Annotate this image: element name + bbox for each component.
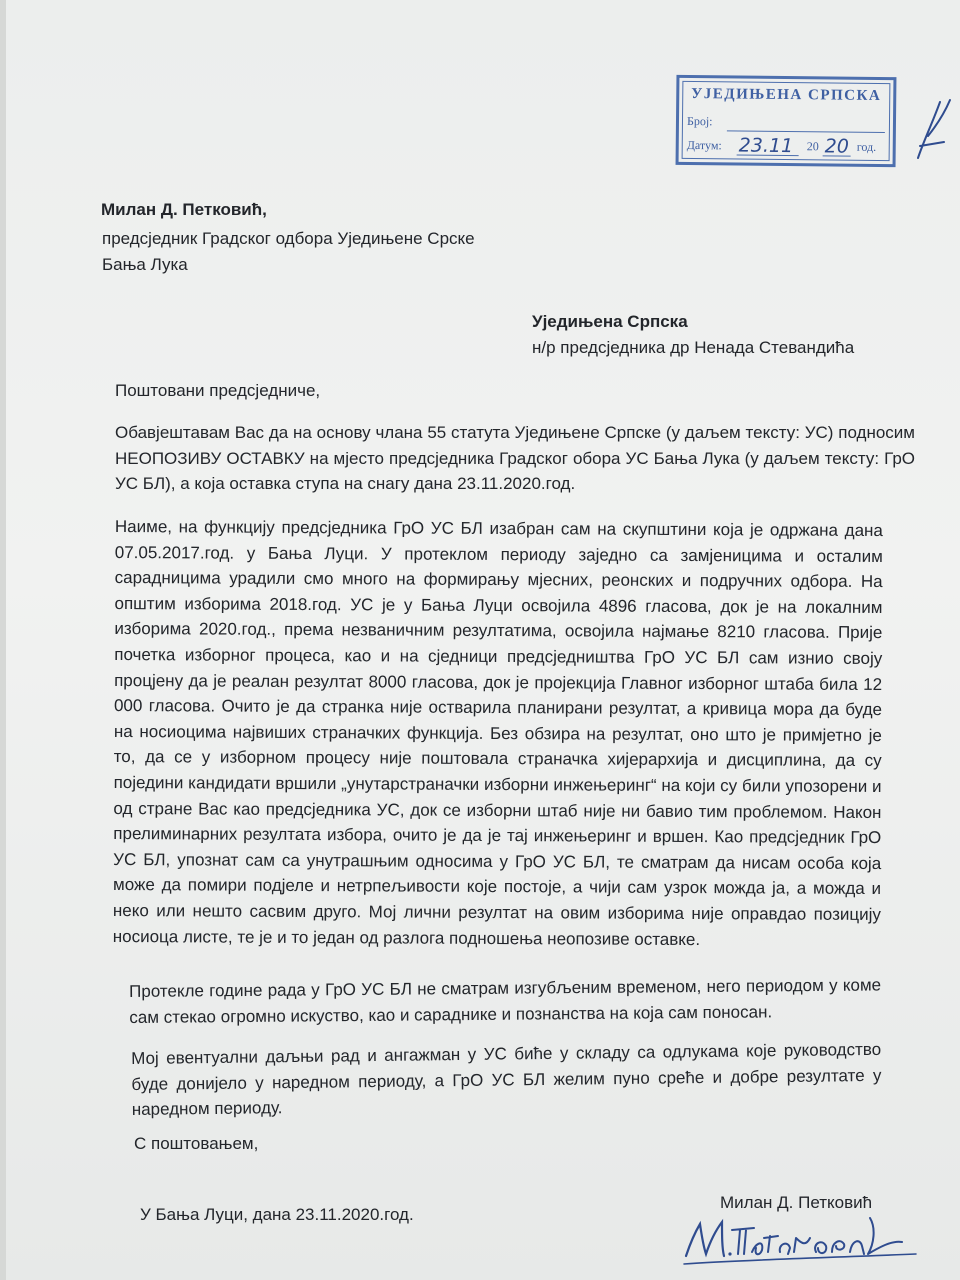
paragraph-explanation: Наиме, на функцију предсједника ГрО УС БЛ изабран сам на скупштини која је одржана дана 07.05.2017.год. у Бања Луци. У протеклом периоду заједно са замјеницима и осталим сарадницима урадили смо много на формирању мјесних, реонских и подручних одбора. На општим изборима 2018.год. УС је у Бања Луци освојила 4896 гласова, док је на локалним изборима 2020.год., према незваничним резултатима, освојила најмање 8210 гласова. Прије почетка изборног процеса, као и на сједници предсједништва ГрО УС БЛ сам изнио своју процјену да је реалан резултат 8000 гласова, док је пројекција Главног изборног штаба била 12 000 гласова. Очито је да странка није остварила планирани резултат, а кривица мора да буде на носиоцима највиших страначких функција. Без обзира на резултат, оно што је примјетно је то, да се у изборном процесу није поштовала страначка хијерархија и дисциплина, да су поједини кандидати вршили „унутарстраначки изборни инжењеринг“ на који су били упозорени и од стране Вас као предсједника УС, док се изборни штаб није ни бавио тим проблемом. Након прелиминарних резултата избора, очито је да је тај инжењеринг и вршен. Као предсједник ГрО УС БЛ, упознат сам са унутрашњим односима у ГрО УС БЛ, те сматрам да нисам особа која може да помири подјеле и нетрпељивости које постоје, а чији сам узрок можда ја, а можда и неко или нешто сасвим друго. Мој лични резултат на овим изборима није оправдао позицију носиоца листе, те је и то један од разлога подношења неопозиве оставке.	[112, 516, 883, 949]
stamp-number-label: Број:	[686, 113, 713, 129]
registry-stamp	[676, 75, 897, 167]
signatory-name: Милан Д. Петковић	[720, 1193, 873, 1212]
sender-name: Милан Д. Петковић,	[101, 200, 267, 219]
stamp-year-prefix: 20	[806, 139, 819, 154]
handwritten-signature	[680, 1208, 920, 1268]
place-and-date: У Бања Луци, дана 23.11.2020.год.	[140, 1205, 414, 1224]
handwritten-initials-mark	[910, 96, 954, 166]
sender-city: Бања Лука	[102, 255, 188, 274]
stamp-date-handwritten: 23.11	[738, 134, 794, 158]
recipient-attention: н/р предсједника др Ненада Стевандића	[532, 338, 855, 357]
stamp-number-line	[727, 116, 885, 133]
paragraph-resignation: Обавјештавам Вас да на основу члана 55 статута Уједињене Српске (у даљем тексту: УС) подносим НЕОПОЗИВУ ОСТАВКУ на мјесто предсједника Градског обора УС Бања Лука (у даљем тексту: ГрО УС БЛ), а која оставка ступа на снагу дана 23.11.2020.год.	[115, 423, 915, 494]
closing: С поштовањем,	[134, 1134, 259, 1153]
paragraph-future: Мој евентуални даљњи рад и ангажман у УС биће у складу са одлукама које руководство буде донијело у наредном периоду, а ГрО УС БЛ желим пуно среће и добре резултате у наредном периоду.	[131, 1039, 882, 1120]
paragraph-reflection: Протекле године рада у ГрО УС БЛ не сматрам изгубљеним временом, него периодом у коме сам стекао огромно искуство, као и сараднике и познанства на која сам поносан.	[129, 975, 882, 1027]
recipient-org: Уједињена Српска	[532, 312, 688, 331]
stamp-date-label: Датум:	[686, 137, 722, 153]
stamp-year-abbrev: год.	[856, 139, 877, 154]
stamp-org-name: УЈЕДИЊЕНА СРПСКА	[691, 86, 882, 104]
sender-role: предсједник Градског одбора Уједињене Срске	[102, 229, 475, 248]
salutation: Поштовани предсједниче,	[115, 381, 321, 400]
stamp-year-handwritten: 20	[824, 135, 850, 158]
page-edge-shadow	[0, 0, 6, 1280]
